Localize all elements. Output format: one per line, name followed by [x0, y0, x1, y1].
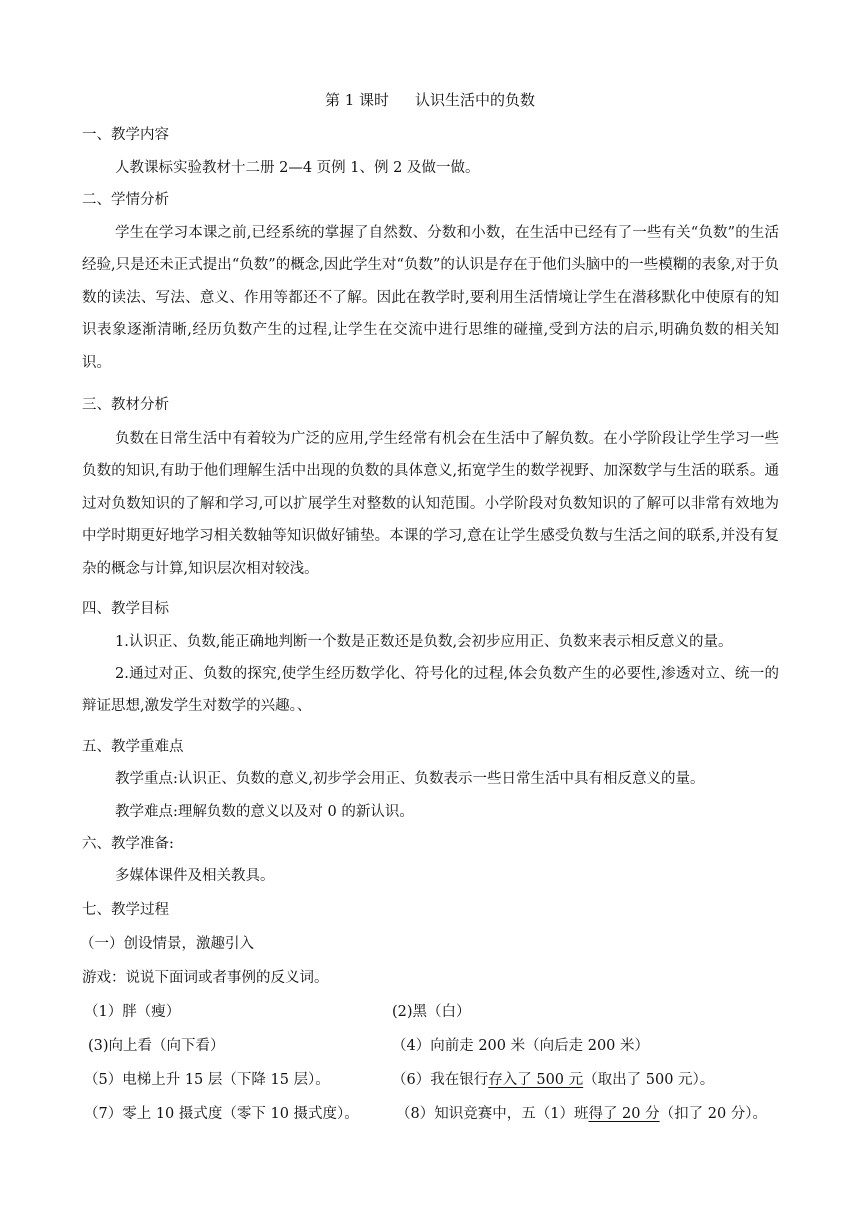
section-heading-analysis: 二、学情分析	[82, 192, 169, 208]
list-item: （5）电梯上升 15 层（下降 15 层）。	[84, 1072, 330, 1088]
list-item	[396, 1104, 767, 1124]
difficult-point: 教学难点:理解负数的意义以及对 0 的新认识。	[115, 804, 414, 820]
material-paragraph: 负数在日常生活中有着较为广泛的应用,学生经常有机会在生活中了解负数。在小学阶段让学生学习一些负数的知识,有助于他们理解生活中出现的负数的具体意义,拓宽学生的数学视野、加深数学与生活的联系。通过对负数知识的了解和学习,可以扩展学生对整数的认知范围。小学阶段对负数知识的了解可以非常有效地为中学时期更好地学习相关数轴等知识做好铺垫。本课的学习,意在让学生感受负数与生活之间的联系,并没有复杂的概念与计算,知识层次相对较浅。	[82, 431, 779, 577]
key-point: 教学重点:认识正、负数的意义,初步学会用正、负数表示一些日常生活中具有相反意义的量。	[115, 771, 705, 787]
list-item: （7）零上 10 摄式度（零下 10 摄式度）。	[84, 1106, 359, 1122]
section-heading-goals: 四、教学目标	[82, 601, 169, 617]
content-text: 人教课标实验教材十二册 2—4 页例 1、例 2 及做一做。	[115, 160, 480, 176]
underlined-text: 存入了 500 元	[488, 1072, 584, 1088]
item-text: （取出了 500 元）。	[583, 1072, 715, 1088]
section-heading-key-points: 五、教学重难点	[82, 739, 184, 755]
section-heading-process: 七、教学过程	[82, 902, 169, 918]
section-heading-material: 三、教材分析	[82, 397, 169, 413]
item-text: （8）知识竞赛中，五（1）班	[396, 1106, 589, 1122]
section-heading-content: 一、教学内容	[82, 127, 169, 143]
list-item: (3)向上看（向下看）	[88, 1038, 225, 1054]
subsection-heading: （一）创设情景，激趣引入	[80, 936, 254, 952]
item-text: （6）我在银行	[392, 1072, 489, 1088]
underlined-text: 得了 20 分	[588, 1106, 660, 1122]
goal-1: 1.认识正、负数,能正确地判断一个数是正数还是负数,会初步应用正、负数来表示相反意义的量。	[115, 634, 733, 650]
lesson-number: 第 1 课时	[324, 91, 390, 109]
section-heading-preparation: 六、教学准备:	[82, 836, 174, 852]
game-instruction: 游戏：说说下面词或者事例的反义词。	[82, 970, 329, 986]
preparation-text: 多媒体课件及相关教具。	[115, 868, 275, 884]
list-item: （1）胖（瘦）	[84, 1004, 181, 1020]
analysis-paragraph: 学生在学习本课之前,已经系统的掌握了自然数、分数和小数，在生活中已经有了一些有关“负数”的生活经验,只是还未正式提出“负数”的概念,因此学生对“负数”的认识是存在于他们头脑中的一些模糊的表象,对于负数的读法、写法、意义、作用等都还不了解。因此在教学时,要利用生活情境让学生在潜移默化中使原有的知识表象逐渐清晰,经历负数产生的过程,让学生在交流中进行思维的碰撞,受到方法的启示,明确负数的相关知识。	[82, 225, 779, 371]
item-text: （扣了 20 分）。	[659, 1106, 768, 1122]
goal-2: 2.通过对正、负数的探究,使学生经历数学化、符号化的过程,体会负数产生的必要性,渗透对立、统一的辩证思想,激发学生对数学的兴趣。、	[82, 666, 779, 715]
page-title	[0, 89, 860, 110]
list-item	[392, 1070, 714, 1090]
list-item: （4）向前走 200 米（向后走 200 米）	[392, 1038, 650, 1054]
list-item: (2)黑（白）	[392, 1004, 471, 1020]
lesson-topic: 认识生活中的负数	[415, 91, 536, 109]
